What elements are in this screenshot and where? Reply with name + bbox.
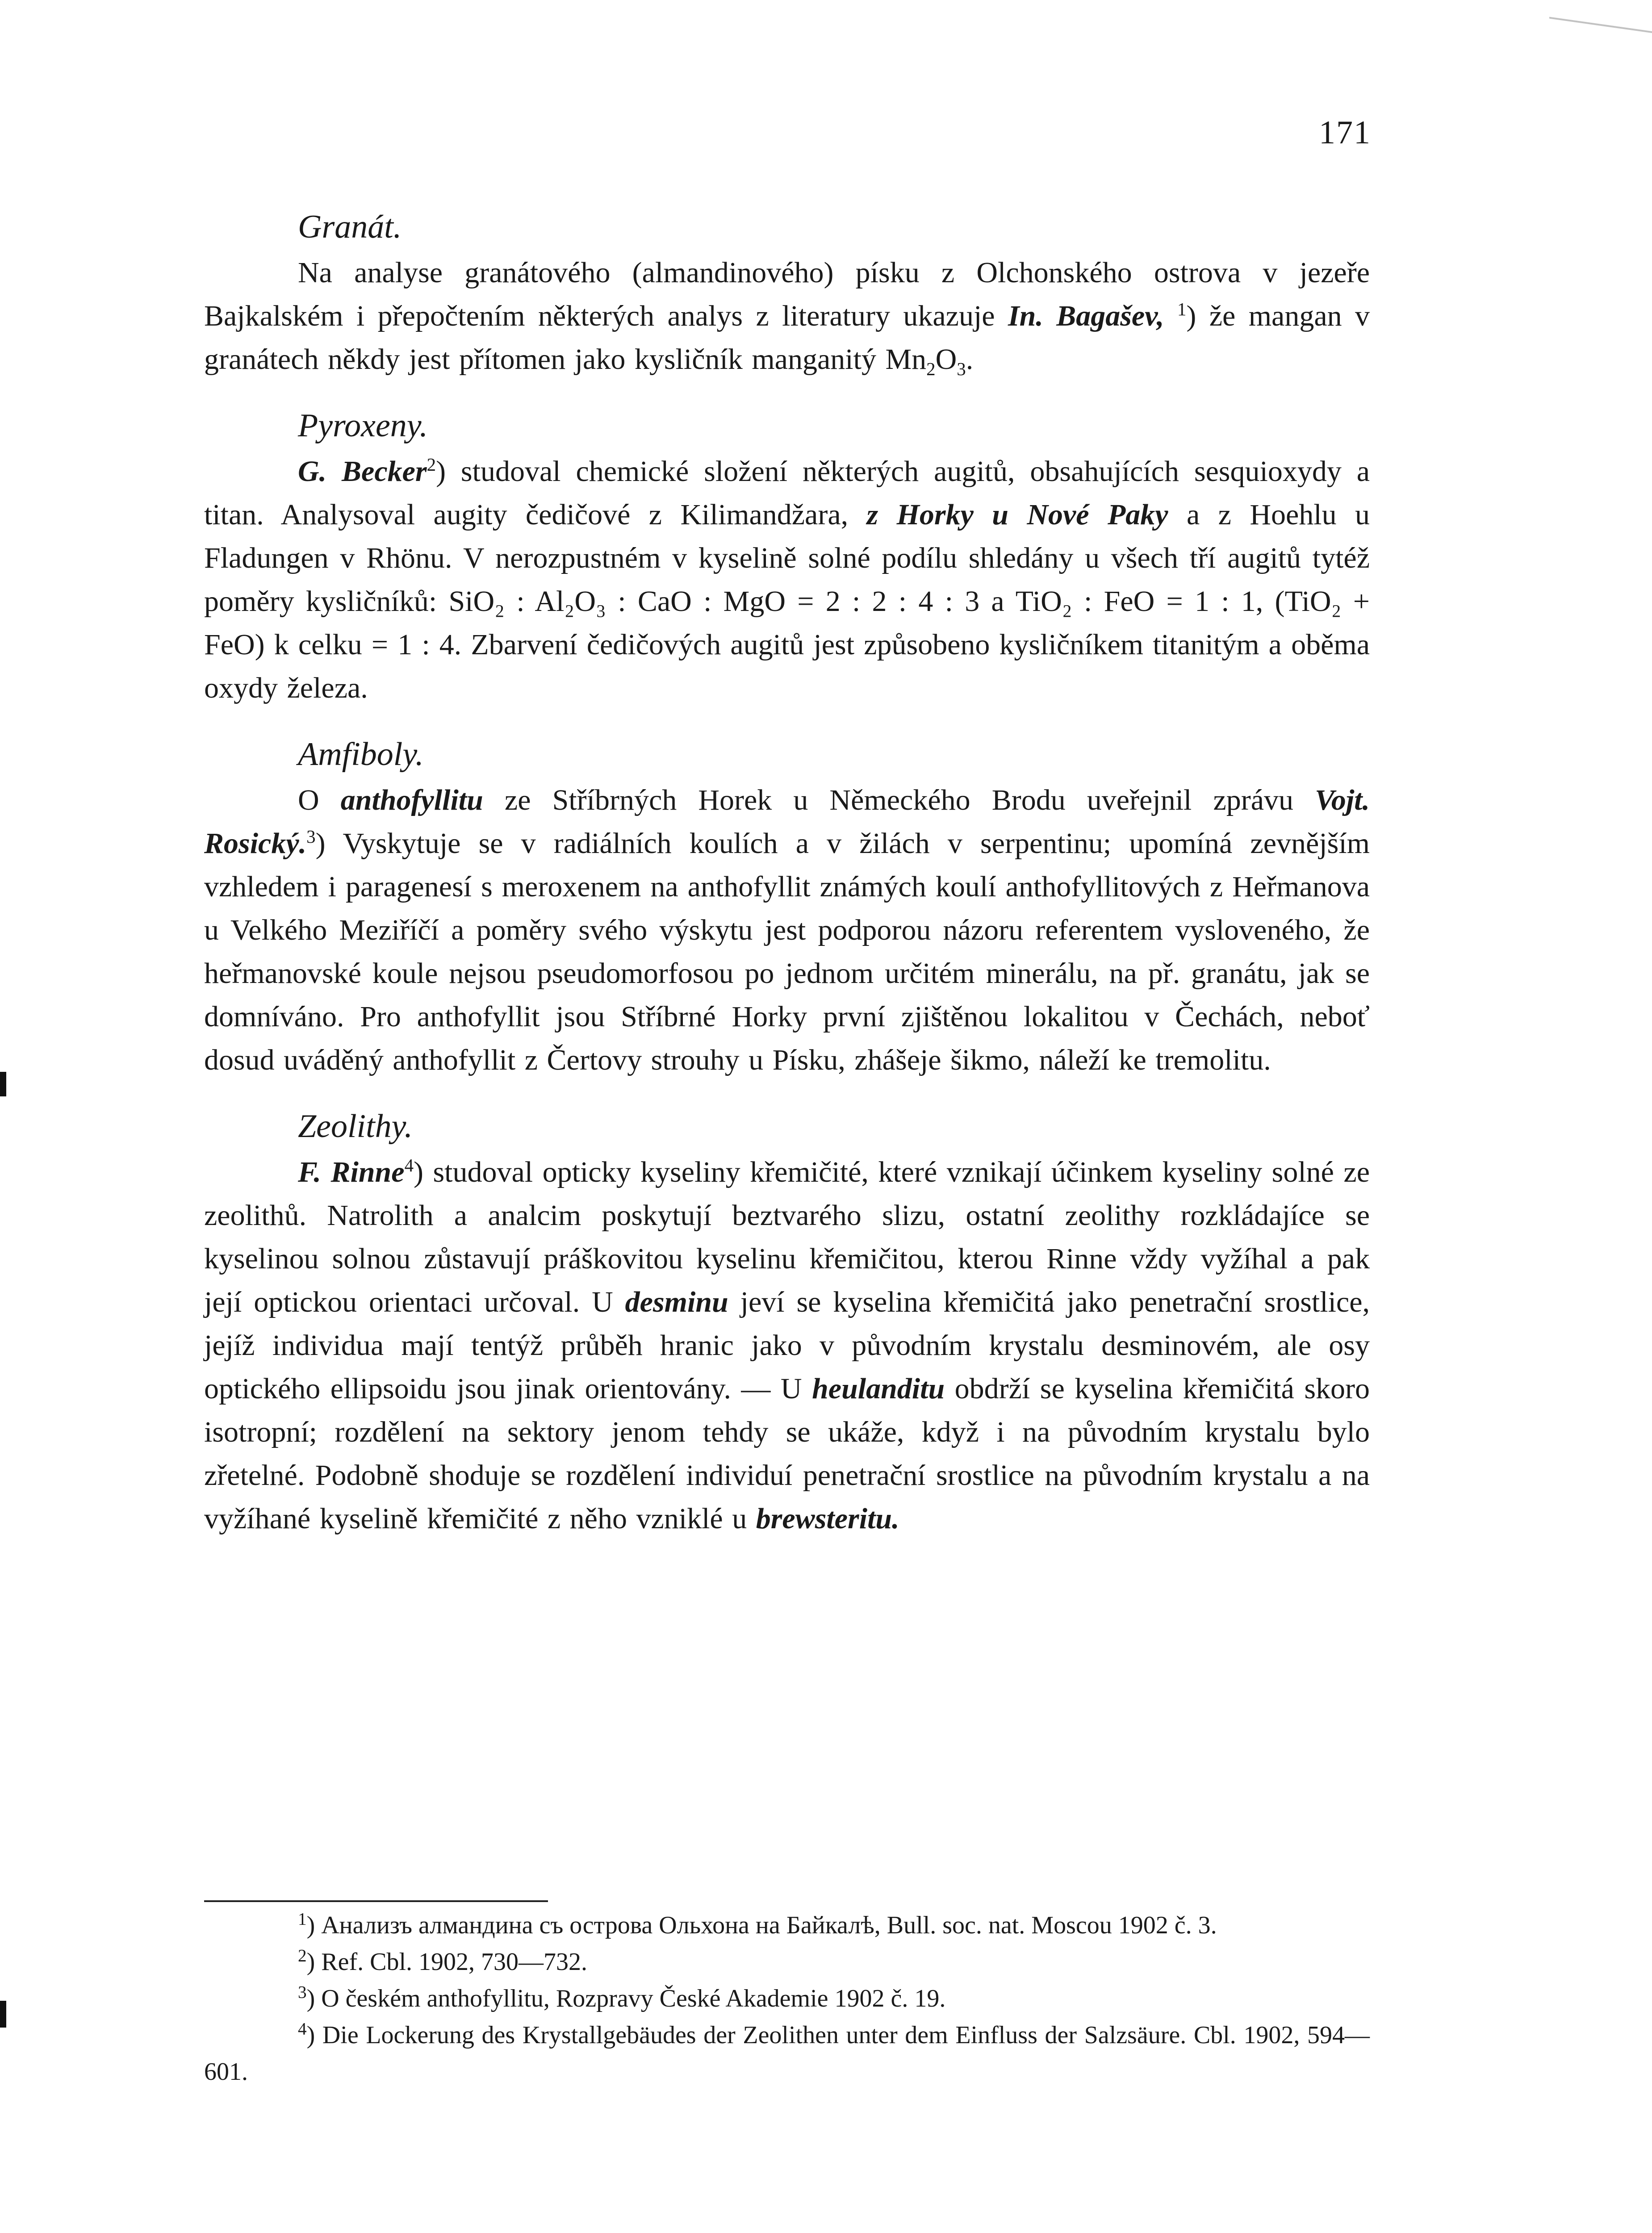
footnote-ref[interactable]: 3 [306, 827, 316, 847]
footnote-ref[interactable]: 2 [427, 455, 436, 475]
text-run: O [298, 784, 341, 816]
text-run: a z Hoehlu u Fladungen v Rhönu. V nerozpustném v kyselině solné podílu shledány u všech tří augitů tytéž poměry kysličníků: [204, 498, 1370, 618]
text-run: ) studoval opticky kyseliny křemičité, které vznikají účinkem kyseliny solné ze zeolithů. Natrolith a analcim poskytují beztvarého slizu, ostatní zeolithy rozkládajíce se kyselinou solnou zůstavují práškovitou kyselinu křemičitou, kterou Rinne vždy vyžíhal a pak její optickou orientaci určoval. U [204, 1156, 1370, 1318]
paragraph [204, 778, 1370, 1082]
paragraph [204, 450, 1370, 710]
footnote-divider [204, 1900, 548, 1902]
text-run: Zbarvení čedičových augitů jest způsobeno kysličníkem titanitým a oběma oxydy železa. [204, 628, 1370, 704]
paragraph: Na analyse granátového (almandinového) písku z Olchonského ostrova v jezeře Bajkalském i přepočtením některých analys z literatury ukazuje In. Bagašev, $^1$) že mangan v granátech někdy jest přítomen jako kysličník manganitý $Mn_2O_3$. [204, 256, 1370, 380]
footnote [204, 1907, 1370, 1944]
section-granat [204, 205, 1370, 381]
footnote-text: ) O českém anthofyllitu, Rozpravy České Akademie 1902 č. 19. [306, 1985, 946, 2012]
mineral-name: desminu [625, 1286, 728, 1318]
section-amfiboly [204, 733, 1370, 1082]
footnote-mark: 1 [298, 1909, 307, 1929]
author-name: F. Rinne [298, 1156, 405, 1188]
text-run: ) Vyskytuje se v radiálních koulích a v žilách v serpentinu; upomíná zevnějším vzhledem i paragenesí s meroxenem na anthofyllit známých koulí anthofyllitových z Heřmanova u Velkého Meziříčí a poměry svého výskytu jest podporou názoru referentem vysloveného, že heřmanovské koule nejsou pseudomorfosou po jednom určitém minerálu, na př. granátu, jak se domníváno. Pro anthofyllit jsou Stříbrné Horky první zjištěnou lokalitou v Čechách, neboť dosud uváděný anthofyllit z Čertovy strouhy u Písku, zhášeje šikmo, náleží ke tremolitu. [204, 827, 1370, 1076]
paragraph [204, 1150, 1370, 1540]
text-run: že mangan v granátech někdy jest přítomen jako kysličník manganitý Mn [204, 300, 1370, 376]
section-heading: Granát. [298, 209, 402, 245]
text-run: O [935, 343, 957, 376]
text-run: obdrží se kyselina křemičitá skoro isotropní; rozdělení na sektory jenom tehdy se ukáže, když i na původním krystalu bylo zřetelné. Podobně shoduje se rozdělení individuí penetrační srostlice na původním krystalu a na vyžíhané kyselině křemičité z něho vzniklé u [204, 1372, 1370, 1535]
mineral-name: anthofyllitu [340, 784, 483, 816]
page-body [204, 205, 1370, 1564]
subscript: 3 [957, 359, 966, 380]
footnote [204, 1944, 1370, 1980]
footnote-text: ) Ref. Cbl. 1902, 730—732. [306, 1948, 588, 1976]
author-name: G. Becker [298, 455, 427, 488]
locality-names: z Horky u Nové Paky [866, 498, 1168, 531]
footnote-ref[interactable]: 1 [1177, 299, 1187, 319]
text-run: ze Stříbrných Horek u Německého Brodu uveřejnil zprávu [483, 784, 1315, 816]
footnote-mark: 3 [298, 1982, 307, 2002]
footnote-mark: 4 [298, 2019, 307, 2039]
footnote-ref[interactable]: 4 [404, 1155, 414, 1175]
text-run: jeví se kyselina křemičitá jako penetrační srostlice, jejíž individua mají tentýž průběh hranic jako v původním krystalu desminovém, ale osy optického ellipsoidu jsou jinak orientovány. — U [204, 1286, 1370, 1405]
footnote-text: ) Die Lockerung des Krystallgebäudes der Zeolithen unter dem Einfluss der Salzsäure. Cbl. 1902, 594—601. [204, 2021, 1370, 2086]
scan-corner-mark [1549, 0, 1652, 33]
text-run: Na analyse granátového (almandinového) písku z Olchonského ostrova v jezeře Bajkalském i přepočtením některých analys z literatury ukazuje [204, 256, 1370, 332]
section-heading: Zeolithy. [298, 1108, 413, 1145]
footnote-mark: 2 [298, 1946, 307, 1965]
mineral-name: brewsteritu. [756, 1502, 899, 1535]
text-run: . [966, 343, 974, 376]
author-name: Vojt. Rosický. [204, 784, 1370, 860]
mineral-name: heulanditu [812, 1372, 945, 1405]
section-heading: Pyroxeny. [298, 407, 428, 444]
oxide-ratio-formula: SiO₂ : Al₂O₃ : CaO : MgO = 2 : 2 : 4 : 3 a TiO₂ : FeO = 1 : 1, (TiO₂ + FeO) k celku = 1 : 4. [204, 585, 1370, 661]
footnote [204, 1980, 1370, 2017]
page-number: 171 [1319, 114, 1371, 151]
author-name: In. Bagašev, [1008, 300, 1164, 332]
footnote-text: ) Анализъ алмандина съ острова Ольхона на Байкалѣ, Bull. soc. nat. Moscou 1902 č. 3. [306, 1911, 1217, 1939]
section-pyroxeny [204, 404, 1370, 710]
footnote [204, 2017, 1370, 2090]
subscript: 2 [926, 359, 936, 380]
section-heading: Amfiboly. [298, 736, 424, 773]
section-zeolithy [204, 1105, 1370, 1540]
scan-edge-mark [0, 1072, 6, 1096]
scan-edge-mark [0, 2001, 6, 2028]
footnotes [204, 1907, 1370, 2090]
text-run: ) studoval chemické složení některých augitů, obsahujících sesquioxydy a titan. Analysoval augity čedičové z Kilimandžara, [204, 455, 1370, 531]
